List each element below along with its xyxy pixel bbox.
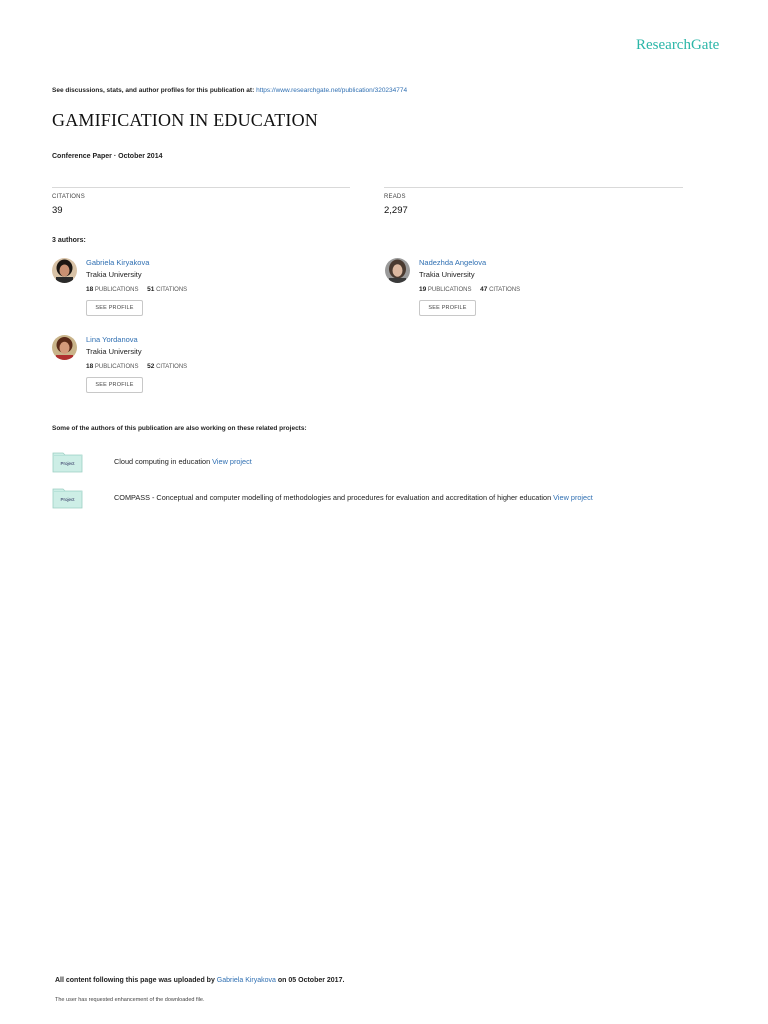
avatar[interactable] (385, 258, 410, 283)
author-card (52, 258, 352, 330)
upload-suffix: on 05 October 2017. (277, 977, 345, 984)
reads-label: READS (384, 194, 406, 200)
author-card (52, 335, 352, 407)
page-title: GAMIFICATION IN EDUCATION (52, 110, 318, 130)
upload-prefix: All content following this page was uploaded by (55, 977, 215, 984)
view-project-link[interactable]: View project (553, 493, 593, 502)
citations-label: CITATIONS (489, 287, 521, 293)
see-profile-button[interactable]: SEE PROFILE (86, 377, 143, 393)
citations-label: CITATIONS (156, 364, 188, 370)
related-projects-heading: Some of the authors of this publication are also working on these related projects: (52, 425, 307, 432)
author-stats (419, 286, 520, 293)
author-institution: Trakia University (86, 270, 142, 279)
author-institution: Trakia University (419, 270, 475, 279)
author-name-link[interactable]: Lina Yordanova (86, 335, 138, 344)
publications-count: 18 (86, 286, 94, 293)
citations-label: CITATIONS (52, 194, 85, 200)
citations-count: 52 (147, 363, 155, 370)
project-title: Cloud computing in education (114, 457, 211, 466)
project-folder-icon (52, 487, 83, 509)
project-folder-icon (52, 451, 83, 473)
citations-divider (52, 187, 350, 188)
citations-count: 51 (147, 286, 155, 293)
project-description (114, 493, 593, 502)
author-name-link[interactable]: Gabriela Kiryakova (86, 258, 150, 267)
uploader-link[interactable]: Gabriela Kiryakova (216, 977, 276, 984)
project-description (114, 457, 252, 466)
publications-label: PUBLICATIONS (427, 287, 472, 293)
intro-text: See discussions, stats, and author profiles for this publication at: (52, 87, 255, 94)
publication-url-link[interactable]: https://www.researchgate.net/publication/320234774 (256, 87, 408, 94)
enhancement-note: The user has requested enhancement of the downloaded file. (55, 997, 205, 1003)
author-card (385, 258, 685, 330)
publications-count: 19 (419, 286, 427, 293)
project-item (52, 451, 752, 475)
avatar[interactable] (52, 258, 77, 283)
author-institution: Trakia University (86, 347, 142, 356)
authors-heading: 3 authors: (52, 237, 86, 244)
citations-label: CITATIONS (156, 287, 188, 293)
publications-label: PUBLICATIONS (94, 364, 139, 370)
project-item (52, 487, 752, 511)
see-profile-button[interactable]: SEE PROFILE (86, 300, 143, 316)
citations-value: 39 (52, 205, 63, 216)
author-stats (86, 286, 187, 293)
upload-note (55, 977, 344, 984)
publications-label: PUBLICATIONS (94, 287, 139, 293)
reads-divider (384, 187, 683, 188)
citations-count: 47 (480, 286, 488, 293)
project-title: COMPASS - Conceptual and computer modelling of methodologies and procedures for evaluation and accreditation of higher education (114, 493, 552, 502)
project-badge: Project (60, 497, 75, 502)
avatar[interactable] (52, 335, 77, 360)
author-name-link[interactable]: Nadezhda Angelova (419, 258, 487, 267)
reads-value: 2,297 (384, 205, 408, 216)
view-project-link[interactable]: View project (212, 457, 252, 466)
author-stats (86, 363, 187, 370)
publications-count: 18 (86, 363, 94, 370)
publication-meta: Conference Paper · October 2014 (52, 153, 163, 160)
see-profile-button[interactable]: SEE PROFILE (419, 300, 476, 316)
project-badge: Project (60, 461, 75, 466)
researchgate-logo: ResearchGate (636, 37, 720, 53)
intro-line (52, 87, 407, 94)
